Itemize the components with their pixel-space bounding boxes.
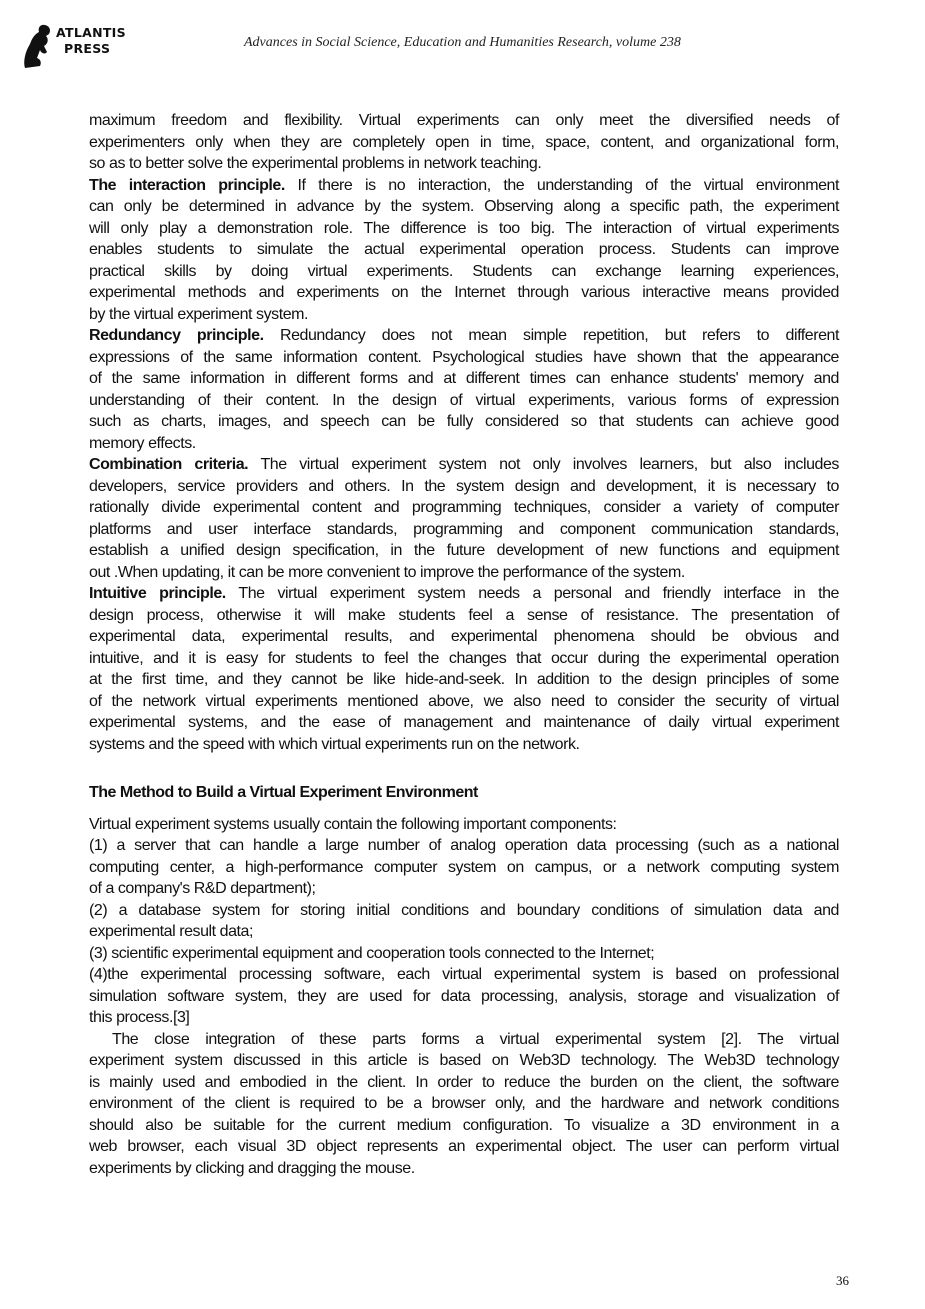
text-line: [89, 476, 839, 498]
line-text: (4)the experimental processing software, each virtual experimental system is based on professional: [89, 966, 839, 983]
line-text: of a company's R&D department);: [89, 880, 316, 897]
atlantis-press-logo: [22, 22, 137, 70]
text-line: [89, 519, 839, 541]
section-method: [89, 814, 839, 1180]
line-text: experimental result data;: [89, 923, 253, 940]
line-text: environment of the client is required to be a browser only, and the hardware and network conditions: [89, 1095, 839, 1112]
section-heading: The Method to Build a Virtual Experiment Environment: [89, 784, 478, 801]
line-text: experimental systems, and the ease of management and maintenance of daily virtual experiment: [89, 714, 839, 731]
line-text: so as to better solve the experimental problems in network teaching.: [89, 155, 542, 172]
line-text: experimental data, experimental results, and experimental phenomena should be obvious and: [89, 628, 839, 645]
line-text: rationally divide experimental content and programming techniques, consider a variety of computer: [89, 499, 839, 516]
paragraph-lead: The interaction principle.: [89, 176, 285, 194]
text-line: [89, 175, 839, 197]
line-text: maximum freedom and flexibility. Virtual experiments can only meet the diversified needs of: [89, 112, 839, 129]
text-line: [89, 626, 839, 648]
running-head: Advances in Social Science, Education and Humanities Research, volume 238: [244, 35, 681, 50]
text-line: [89, 605, 839, 627]
line-text: The virtual experiment system needs a personal and friendly interface in the: [225, 585, 839, 602]
line-text: understanding of their content. In the design of virtual experiments, various forms of expression: [89, 391, 839, 409]
article-body: [89, 110, 839, 1179]
paragraph: [89, 454, 839, 583]
line-text: experimenters only when they are completely open in time, space, content, and organizational form,: [89, 133, 839, 151]
text-line: [89, 239, 839, 261]
paragraph: [89, 835, 839, 900]
text-line: [89, 986, 839, 1008]
text-line: [89, 1007, 839, 1029]
paragraph: [89, 964, 839, 1029]
text-line: [89, 325, 839, 347]
logo-text: [56, 25, 126, 57]
text-line: [89, 669, 839, 691]
line-text: memory effects.: [89, 434, 196, 452]
text-line: [89, 1158, 839, 1180]
text-line: [89, 734, 839, 756]
paragraph: [89, 175, 839, 326]
text-line: [89, 1029, 839, 1051]
line-text: experiments by clicking and dragging the mouse.: [89, 1159, 415, 1177]
text-line: [89, 1072, 839, 1094]
text-line: [89, 857, 839, 879]
paragraph: [89, 943, 839, 965]
line-text: design process, otherwise it will make students feel a sense of resistance. The presentation of: [89, 606, 839, 624]
paragraph: [89, 1029, 839, 1180]
line-text: of the same information in different forms and at different times can enhance students' memory and: [89, 370, 839, 387]
thinker-icon: [22, 22, 56, 70]
text-line: [89, 943, 839, 965]
text-line: [89, 814, 839, 836]
line-text: practical skills by doing virtual experiments. Students can exchange learning experiences,: [89, 262, 839, 280]
text-line: [89, 304, 839, 326]
line-text: simulation software system, they are used for data processing, analysis, storage and visualization of: [89, 987, 839, 1005]
line-text: establish a unified design specification, in the future development of new functions and equipment: [89, 542, 839, 559]
text-line: [89, 1093, 839, 1115]
text-line: [89, 878, 839, 900]
text-line: [89, 835, 839, 857]
line-text: such as charts, images, and speech can be fully considered so that students can achieve good: [89, 413, 839, 430]
paragraph: [89, 583, 839, 755]
line-text: at the first time, and they cannot be like hide-and-seek. In addition to the design principles of some: [89, 671, 839, 688]
line-text: systems and the speed with which virtual experiments run on the network.: [89, 735, 580, 753]
text-line: [89, 347, 839, 369]
page-number: 36: [836, 1273, 849, 1288]
line-text: computing center, a high-performance computer system on campus, or a network computing system: [89, 858, 839, 876]
line-text: will only play a demonstration role. The difference is too big. The interaction of virtual experiments: [89, 219, 839, 237]
logo-line: PRESS: [64, 41, 111, 56]
text-line: [89, 454, 839, 476]
text-line: [89, 921, 839, 943]
line-text: is mainly used and embodied in the client. In order to reduce the burden on the client, the software: [89, 1073, 839, 1091]
paragraph-lead: Intuitive principle.: [89, 585, 226, 602]
paragraph-lead: Redundancy principle.: [89, 327, 264, 344]
line-text: platforms and user interface standards, programming and component communication standards,: [89, 520, 839, 538]
line-text: The virtual experiment system not only involves learners, but also includes: [248, 456, 839, 473]
line-text: enables students to simulate the actual experimental operation process. Students can improve: [89, 241, 839, 258]
logo-line: ATLANTIS: [56, 25, 126, 40]
text-line: [89, 691, 839, 713]
text-line: [89, 368, 839, 390]
line-text: If there is no interaction, the understanding of the virtual environment: [284, 176, 839, 194]
text-line: [89, 132, 839, 154]
line-text: expressions of the same information content. Psychological studies have shown that the appearance: [89, 348, 839, 366]
line-text: can only be determined in advance by the system. Observing along a specific path, the experiment: [89, 198, 839, 215]
line-text: experiment system discussed in this article is based on Web3D technology. The Web3D technology: [89, 1052, 839, 1069]
line-text: The close integration of these parts forms a virtual experimental system [2]. The virtual: [112, 1030, 839, 1048]
text-line: [89, 540, 839, 562]
text-line: [89, 390, 839, 412]
line-text: Virtual experiment systems usually contain the following important components:: [89, 815, 617, 833]
text-line: [89, 433, 839, 455]
paragraph: [89, 325, 839, 454]
text-line: [89, 712, 839, 734]
line-text: (1) a server that can handle a large number of analog operation data processing (such as a national: [89, 837, 839, 854]
text-line: [89, 900, 839, 922]
text-line: [89, 411, 839, 433]
text-line: [89, 1050, 839, 1072]
text-line: [89, 648, 839, 670]
text-line: [89, 261, 839, 283]
text-line: [89, 110, 839, 132]
text-line: [89, 583, 839, 605]
paragraph: [89, 814, 839, 836]
text-line: [89, 964, 839, 986]
line-text: of the network virtual experiments mentioned above, we also need to consider the security of virtual: [89, 692, 839, 710]
text-line: [89, 282, 839, 304]
text-line: [89, 497, 839, 519]
text-line: [89, 153, 839, 175]
text-line: [89, 1115, 839, 1137]
line-text: this process.[3]: [89, 1009, 190, 1026]
text-line: [89, 218, 839, 240]
paragraph-lead: Combination criteria.: [89, 456, 249, 473]
line-text: intuitive, and it is easy for students to feel the changes that occur during the experimental operation: [89, 649, 839, 667]
line-text: out .When updating, it can be more convenient to improve the performance of the system.: [89, 563, 685, 581]
line-text: (3) scientific experimental equipment and cooperation tools connected to the Internet;: [89, 944, 655, 962]
line-text: by the virtual experiment system.: [89, 305, 309, 323]
text-line: [89, 1136, 839, 1158]
line-text: experimental methods and experiments on the Internet through various interactive means provided: [89, 284, 839, 301]
paragraph: [89, 110, 839, 175]
line-text: Redundancy does not mean simple repetition, but refers to different: [263, 327, 839, 344]
line-text: developers, service providers and others. In the system design and development, it is necessary to: [89, 477, 839, 495]
line-text: (2) a database system for storing initial conditions and boundary conditions of simulation data and: [89, 901, 839, 919]
text-line: [89, 562, 839, 584]
line-text: should also be suitable for the current medium configuration. To visualize a 3D environment in a: [89, 1116, 839, 1134]
section-principles: [89, 110, 839, 755]
paragraph: [89, 900, 839, 943]
line-text: web browser, each visual 3D object represents an experimental object. The user can perform virtual: [89, 1138, 839, 1155]
text-line: [89, 196, 839, 218]
